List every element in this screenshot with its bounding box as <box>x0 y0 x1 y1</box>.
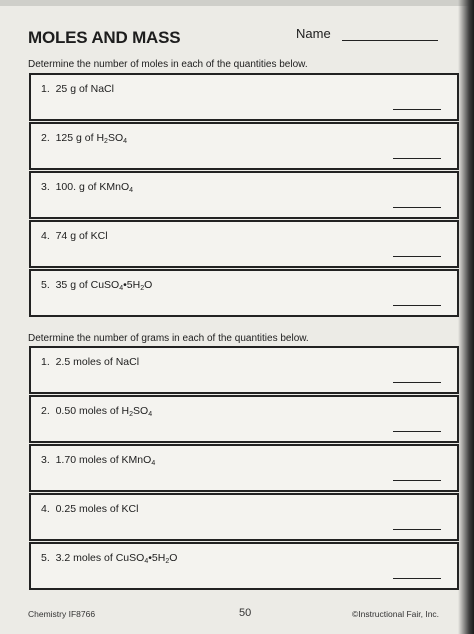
question-segment: 0.25 moles of KCl <box>55 503 139 515</box>
question-segment: 100. g of KMnO <box>55 181 130 193</box>
question-number: 1. <box>41 356 56 368</box>
moles-question-box-4 <box>29 220 459 268</box>
question-text <box>41 454 155 467</box>
formula-subscript: 4 <box>144 558 149 565</box>
question-number: 1. <box>41 83 56 95</box>
answer-line <box>393 207 441 208</box>
question-segment: 35 g of CuSO <box>55 279 120 291</box>
name-label: Name <box>296 26 331 41</box>
question-number: 4. <box>41 503 56 515</box>
question-segment: •5H <box>148 552 166 564</box>
question-text <box>41 279 152 292</box>
question-number: 3. <box>41 181 56 193</box>
question-text <box>41 181 133 194</box>
moles-question-box-1 <box>29 73 459 121</box>
question-segment: •5H <box>123 279 141 291</box>
answer-line <box>393 158 441 159</box>
section2-instruction: Determine the number of grams in each of the quantities below. <box>28 333 309 344</box>
answer-line <box>393 109 441 110</box>
question-number: 3. <box>41 454 56 466</box>
question-segment: 2.5 moles of NaCl <box>55 356 140 368</box>
question-text <box>41 356 139 368</box>
question-text <box>41 132 127 145</box>
answer-line <box>393 529 441 530</box>
question-text <box>41 230 108 242</box>
formula-subscript: 2 <box>129 411 134 418</box>
question-number: 5. <box>41 552 56 564</box>
question-number: 4. <box>41 230 56 242</box>
answer-line <box>393 480 441 481</box>
page-title: MOLES AND MASS <box>28 28 181 47</box>
moles-question-box-2 <box>29 122 459 170</box>
page-number: 50 <box>239 607 252 619</box>
question-segment: 1.70 moles of KMnO <box>55 454 152 466</box>
formula-subscript: 4 <box>119 285 124 292</box>
answer-line <box>393 256 441 257</box>
question-segment: O <box>144 279 153 291</box>
grams-question-box-5 <box>29 542 459 590</box>
question-segment: 0.50 moles of H <box>55 405 130 417</box>
answer-line <box>393 305 441 306</box>
answer-line <box>393 382 441 383</box>
grams-question-box-1 <box>29 346 459 394</box>
question-segment: 125 g of H <box>55 132 105 144</box>
question-number: 2. <box>41 132 56 144</box>
answer-line <box>393 578 441 579</box>
answer-line <box>393 431 441 432</box>
question-text <box>41 83 114 95</box>
name-blank-line <box>342 40 438 41</box>
footer-copyright: ©Instructional Fair, Inc. <box>352 609 440 619</box>
grams-question-box-4 <box>29 493 459 541</box>
question-number: 2. <box>41 405 56 417</box>
formula-subscript: 2 <box>140 285 145 292</box>
grams-question-box-3 <box>29 444 459 492</box>
question-segment: 3.2 moles of CuSO <box>55 552 145 564</box>
question-segment: 74 g of KCl <box>55 230 108 242</box>
question-text <box>41 503 138 515</box>
moles-question-box-3 <box>29 171 459 219</box>
question-number: 5. <box>41 279 56 291</box>
formula-subscript: 2 <box>165 558 170 565</box>
formula-subscript: 4 <box>148 411 153 418</box>
footer-book-id: Chemistry IF8766 <box>28 609 96 619</box>
moles-question-box-5 <box>29 269 459 317</box>
scan-edge-shadow <box>458 0 474 634</box>
formula-subscript: 4 <box>123 138 128 145</box>
formula-subscript: 2 <box>104 138 108 145</box>
question-segment: 25 g of NaCl <box>55 83 114 95</box>
question-segment: O <box>169 552 178 564</box>
question-text <box>41 552 177 565</box>
question-segment: SO <box>107 132 124 144</box>
formula-subscript: 4 <box>129 187 134 194</box>
grams-question-box-2 <box>29 395 459 443</box>
question-segment: SO <box>133 405 149 417</box>
formula-subscript: 4 <box>151 460 156 467</box>
question-text <box>41 405 152 418</box>
scan-top-edge <box>0 0 474 6</box>
section1-instruction: Determine the number of moles in each of the quantities below. <box>28 59 308 70</box>
